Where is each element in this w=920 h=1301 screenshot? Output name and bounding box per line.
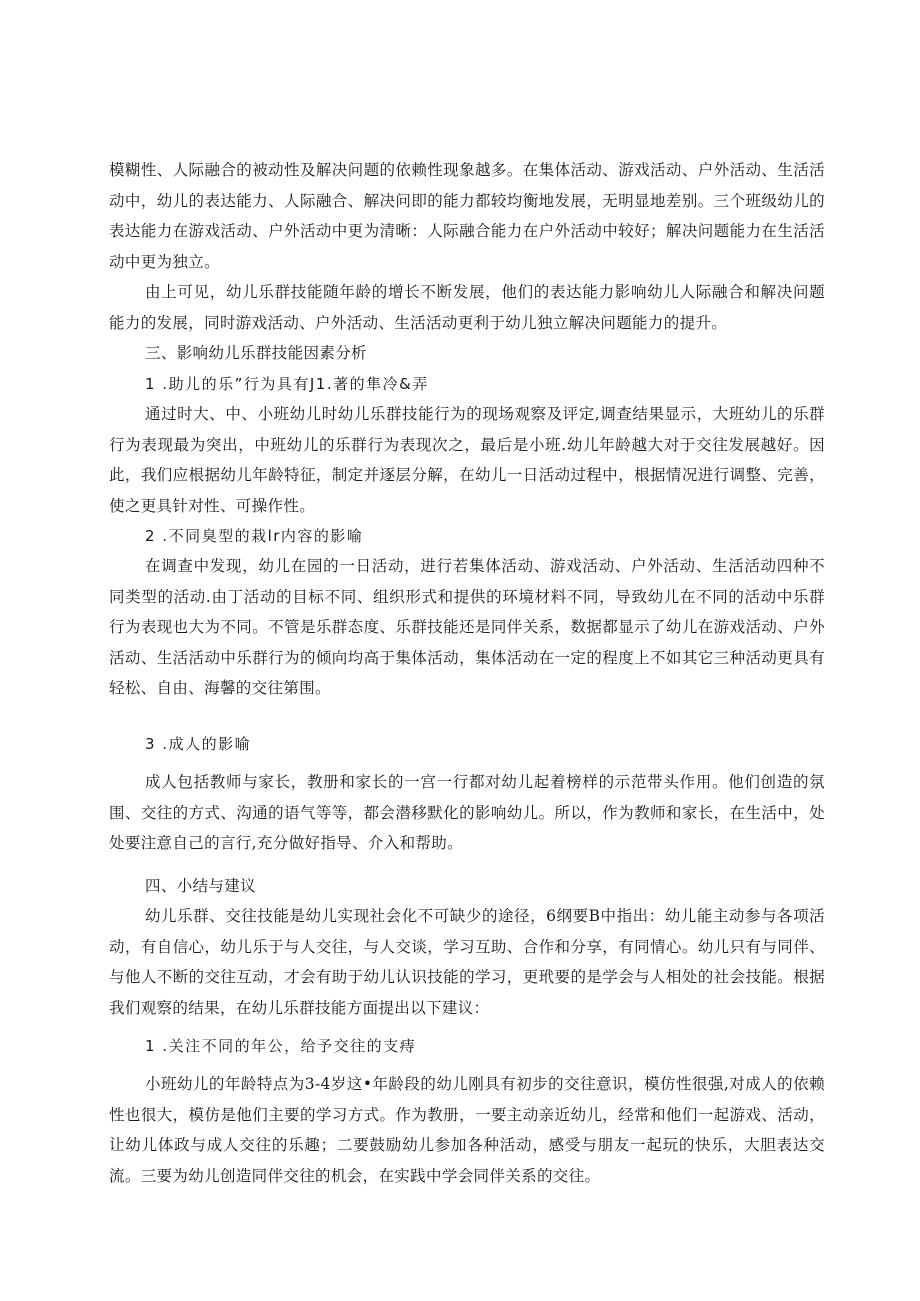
section-4-heading: 四、小结与建议 — [145, 877, 256, 895]
suggestion-1-heading: 1 .关注不同的年公，给予交往的支痔 — [145, 1037, 417, 1055]
subsection-1-heading: 1 .助儿的乐”行为具有J1.著的隼冷&弄 — [145, 375, 429, 393]
suggestion-1-body: 小班幼儿的年龄特点为3-4岁这•年龄段的幼儿刚具有初步的交往意识，模仿性很强,对成人的依赖性也很大，模仿是他们主要的学习方式。作为教册，一要主动亲近幼儿，经常和他们一起游戏、活动，让幼儿体政与成人交往的乐趣；二要鼓励幼儿参加各种活动，感受与朋友一起玩的快乐，大胆表达交流。三要为幼儿创造同伴交往的机会，在实践中学会同伴关系的交往。 — [109, 1075, 825, 1185]
paragraph-suggestions: 幼儿乐群、交往技能是幼儿实现社会化不可缺少的途径，6纲要B中指出：幼儿能主动参与各项活动，有自信心，幼儿乐于与人交往，与人交谈，学习互助、合作和分享，有同情心。幼儿只有与同伴、与他人不断的交往互动，才会有助于幼儿认识技能的学习，更玳要的是学会与人相处的社会技能。根据我们观察的结果，在幼儿乐群技能方面提出以下建议： — [109, 907, 825, 1017]
section-3-heading: 三、影响幼儿乐群技能因素分析 — [145, 344, 367, 362]
paragraph-summary: 由上可见，幼儿乐群技能随年龄的增长不断发展，他们的表达能力影响幼儿人际融合和解决问题能力的发展，同时游戏活动、户外活动、生活活动更利于幼儿独立解决问题能力的提升。 — [109, 283, 825, 332]
paragraph-intro: 模糊性、人际融合的被动性及解决问题的依赖性现象越多。在集体活动、游戏活动、户外活动、生活活动中，幼儿的表达能力、人际融合、解决问即的能力都较均衡地发展，无明显地差别。三个班级幼儿的表达能力在游戏活动、户外活动中更为清晰：人际融合能力在户外活动中较好；解决问题能力在生活活动中更为独立。 — [109, 161, 825, 271]
subsection-1-body: 通过时大、中、小班幼儿时幼儿乐群技能行为的现场观察及评定,调查结果显示，大班幼儿的乐群行为表现最为突出，中班幼儿的乐群行为表现次之，最后是小班.幼儿年龄越大对于交往发展越好。因此，我们应根据幼儿年龄特征，制定并逐层分解，在幼儿一日活动过程中，根据情况进行调整、完善，使之更具针对性、可操作性。 — [109, 405, 825, 515]
subsection-2-heading: 2 .不同臭型的栽lr内容的影喻 — [145, 527, 364, 545]
subsection-2-body: 在调查中发现，幼儿在园的一日活动，进行若集体活动、游戏活动、户外活动、生活活动四种不同类型的活动.由丁活动的目标不同、组织形式和提供的环境材料不同，导致幼儿在不同的活动中乐群行为表现也大为不同。不管是乐群态度、乐群技能还是同伴关系，数据都显示了幼儿在游戏活动、户外活动、生活活动中乐群行为的倾向均高于集体活动，集体活动在一定的程度上不如其它三种活动更具有轻松、自由、海馨的交往第围。 — [109, 557, 825, 697]
subsection-3-heading: 3 .成人的影喻 — [145, 735, 252, 753]
subsection-3-body: 成人包括教师与家长，教册和家长的一宫一行都对幼儿起着榜样的示范带头作用。他们创造的氛围、交往的方式、沟通的语气等等，都会潜移默化的影响幼儿。所以，作为教师和家长，在生活中，处处要注意自己的言行,充分做好指导、介入和帮助。 — [109, 773, 825, 852]
